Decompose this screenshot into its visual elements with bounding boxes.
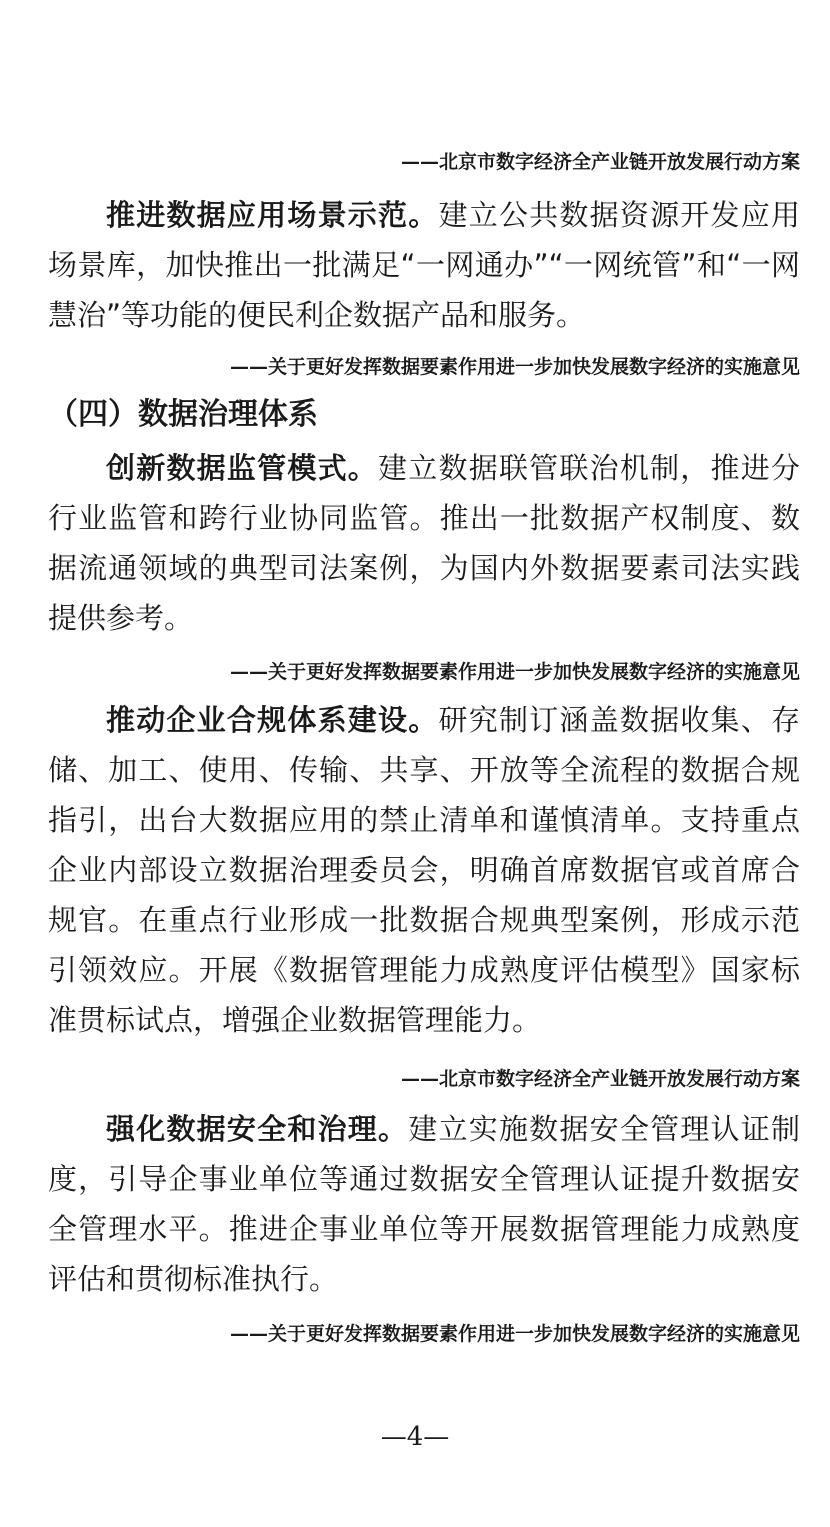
paragraph-data-application <box>48 190 800 340</box>
paragraph-body: 建立数据联管联治机制，推进分行业监管和跨行业协同监管。推出一批数据产权制度、数据流通领域的典型司法案例，为国内外数据要素司法实践提供参考。 <box>48 451 800 635</box>
paragraph-security <box>48 1104 800 1304</box>
source-citation: ——北京市数字经济全产业链开放发展行动方案 <box>400 1068 800 1090</box>
section-heading: （四）数据治理体系 <box>48 397 318 432</box>
page-number: —4— <box>380 1422 450 1452</box>
paragraph-lead: 推进数据应用场景示范。 <box>106 198 439 232</box>
paragraph-supervision <box>48 443 800 643</box>
paragraph-body: 建立公共数据资源开发应用场景库，加快推出一批满足“一网通办”“一网统管”和“一网慧治”等功能的便民利企数据产品和服务。 <box>48 198 800 332</box>
paragraph-body: 研究制订涵盖数据收集、存储、加工、使用、传输、共享、开放等全流程的数据合规指引，出台大数据应用的禁止清单和谨慎清单。支持重点企业内部设立数据治理委员会，明确首席数据官或首席合规官。在重点行业形成一批数据合规典型案例，形成示范引领效应。开展《数据管理能力成熟度评估模型》国家标准贯标试点，增强企业数据管理能力。 <box>48 703 800 1037</box>
source-citation: ——关于更好发挥数据要素作用进一步加快发展数字经济的实施意见 <box>229 661 800 683</box>
paragraph-lead: 创新数据监管模式。 <box>106 451 379 485</box>
source-citation: ——北京市数字经济全产业链开放发展行动方案 <box>400 151 800 173</box>
paragraph-body: 建立实施数据安全管理认证制度，引导企事业单位等通过数据安全管理认证提升数据安全管理水平。推进企事业单位等开展数据管理能力成熟度评估和贯彻标准执行。 <box>48 1112 800 1296</box>
paragraph-lead: 强化数据安全和治理。 <box>106 1112 409 1146</box>
paragraph-compliance <box>48 695 800 1045</box>
source-citation: ——关于更好发挥数据要素作用进一步加快发展数字经济的实施意见 <box>229 356 800 378</box>
paragraph-lead: 推动企业合规体系建设。 <box>106 703 439 737</box>
source-citation: ——关于更好发挥数据要素作用进一步加快发展数字经济的实施意见 <box>229 1323 800 1345</box>
